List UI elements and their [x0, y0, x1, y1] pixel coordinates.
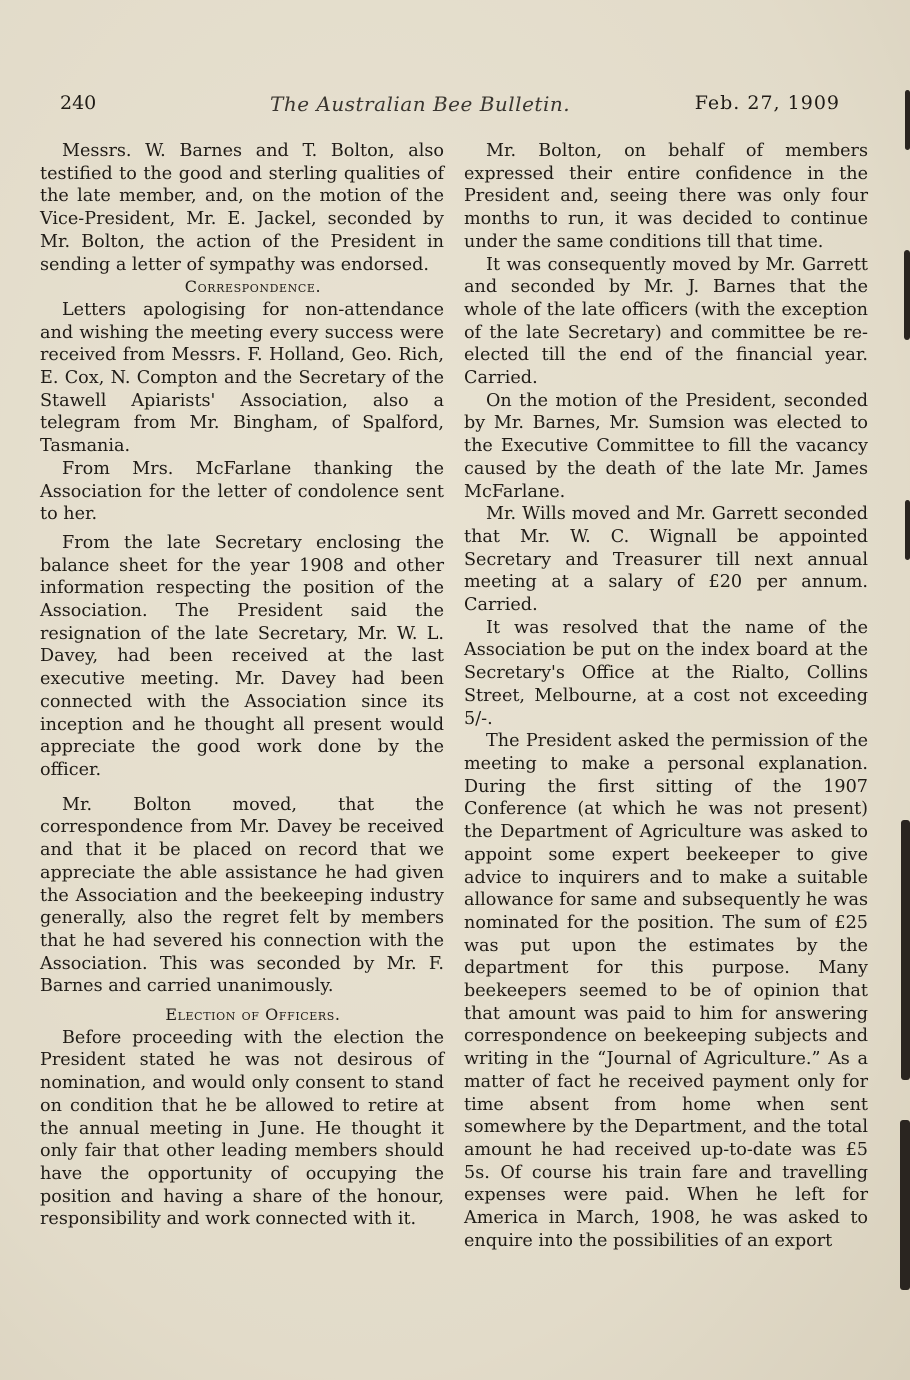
paragraph: The President asked the permission of the meeting to make a personal explanation. During the first sitting of the 1907 Conference (at which he was not present) the Department of Agriculture was asked to appoint some expert beekeeper to give advice to inquirers and to make a suitable allowance for same and subsequently he was nominated for the position. The sum of £25 was put upon the estimates by the department for this purpose. Many beekeepers seemed to be of opinion that that amount was paid to him for answering correspondence on beekeeping subjects and writing in the “Journal of Agriculture.” As a matter of fact he received payment only for time absent from home when sent somewhere by the Department, and the total amount he had received up-to-date was £5 5s. Of course his train fare and travelling expenses were paid. When he left for America in March, 1908, he was asked to enquire into the possibilities of an export: [464, 731, 868, 1251]
page-edge-stain: [900, 1120, 910, 1290]
paragraph: Before proceeding with the election the President stated he was not desirous of nomination, and would only consent to stand on condition that he be allowed to retire at the annual meeting in June. He thought it only fair that other leading members should have the opportunity of occupying the position and having a share of the honour, responsibility and work connected with it.: [40, 1027, 444, 1230]
page-edge-stain: [901, 820, 910, 1080]
paragraph: Letters apologising for non-attendance and wishing the meeting every success were received from Messrs. F. Holland, Geo. Rich, E. Cox, N. Compton and the Secretary of the Stawell Apiarists' Association, also a telegram from Mr. Bingham, of Spalford, Tasmania.: [40, 299, 444, 457]
paragraph: On the motion of the President, seconded by Mr. Barnes, Mr. Sumsion was elected to the Executive Committee to fill the vacancy caused by the death of the late Mr. James McFarlane.: [464, 390, 868, 502]
section-heading-correspondence: Correspondence.: [184, 277, 322, 297]
page-number: 240: [60, 92, 97, 114]
issue-date: Feb. 27, 1909: [694, 92, 840, 114]
section-heading-election: Election of Officers.: [165, 1005, 341, 1025]
page-edge-stain: [904, 250, 910, 340]
paragraph: Messrs. W. Barnes and T. Bolton, also testified to the good and sterling qualities of the late member, and, on the motion of the Vice-President, Mr. E. Jackel, seconded by Mr. Bolton, the action of the President in sending a letter of sympathy was endorsed.: [40, 141, 444, 275]
paragraph: It was consequently moved by Mr. Garrett and seconded by Mr. J. Barnes that the whole of the late officers (with the exception of the late Secretary) and committee be re-elected till the end of the financial year. Carried.: [464, 254, 868, 389]
page-header: [60, 92, 840, 122]
paragraph: Mr. Wills moved and Mr. Garrett seconded that Mr. W. C. Wignall be appointed Secretary and Treasurer till next annual meeting at a salary of £20 per annum. Carried.: [464, 504, 868, 616]
paragraph: From the late Secretary enclosing the balance sheet for the year 1908 and other information respecting the position of the Association. The President said the resignation of the late Secretary, Mr. W. L. Davey, had been received at the last executive meeting. Mr. Davey had been connected with the Association since its inception and he thought all present would appreciate the good work done by the officer.: [40, 532, 444, 780]
right-column: [464, 140, 868, 1252]
paragraph: From Mrs. McFarlane thanking the Association for the letter of condolence sent to her.: [40, 458, 444, 525]
left-column: [40, 140, 444, 1231]
journal-title: The Australian Bee Bulletin.: [270, 92, 571, 116]
paragraph: Mr. Bolton moved, that the correspondence from Mr. Davey be received and that it be placed on record that we appreciate the able assistance he had given the Association and the beekeeping industry generally, also the regret felt by members that he had severed his connection with the Association. This was seconded by Mr. F. Barnes and carried unanimously.: [40, 794, 444, 997]
page-edge-stain: [905, 500, 910, 560]
page-edge-stain: [905, 90, 910, 150]
paragraph: Mr. Bolton, on behalf of members expressed their entire confidence in the President and, seeing there was only four months to run, it was decided to continue under the same conditions till that time.: [464, 141, 868, 252]
paragraph: It was resolved that the name of the Association be put on the index board at the Secretary's Office at the Rialto, Collins Street, Melbourne, at a cost not exceeding 5/-.: [464, 617, 868, 729]
